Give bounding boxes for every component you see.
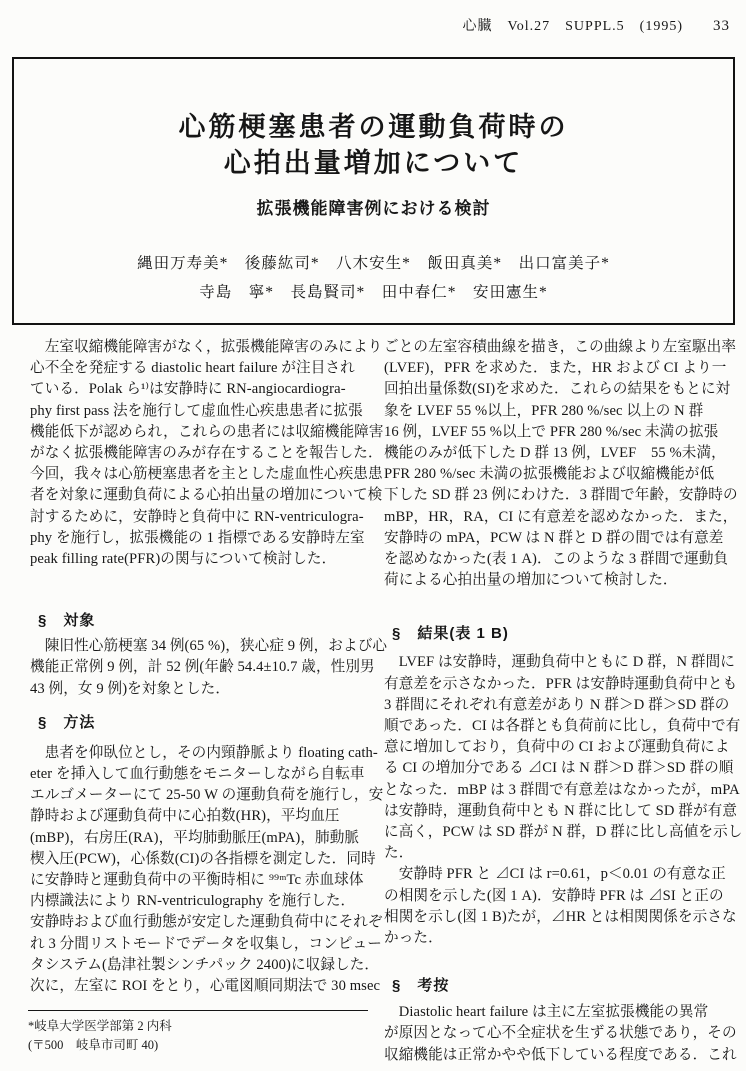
text-line: 討するために，安静時と負荷中に RN-ventriculogra- <box>30 508 364 525</box>
paper-title <box>14 109 733 181</box>
text-line: 意に増加しており，負荷中の CI および運動負荷によ <box>384 739 730 756</box>
left-column <box>30 337 388 997</box>
text-line: 楔入圧(PCW)，心係数(CI)の各指標を測定した．同時 <box>30 850 376 867</box>
text-line: エルゴメーターにて 25-50 W の運動負荷を施行し，安 <box>30 787 384 804</box>
text-line: ている．Polak ら¹⁾は安静時に RN-angiocardiogra- <box>30 381 346 398</box>
text-line: に安静時と運動負荷中の平衡時相に ⁹⁹ᵐTc 赤血球体 <box>30 872 364 889</box>
text-line: を認めなかった(表 1 A)．このような 3 群間で運動負 <box>384 551 729 568</box>
title-box <box>12 57 735 325</box>
text-line: ごとの左室容積曲線を描き，この曲線より左室駆出率 <box>384 339 737 355</box>
text-line: 安静時の mPA，PCW は N 群と D 群の間では有意差 <box>384 529 724 546</box>
text-line: 象を LVEF 55 %以上，PFR 280 %/sec 以上の N 群 <box>384 402 704 419</box>
text-line: 陳旧性心筋梗塞 34 例(65 %)，狭心症 9 例，および心 <box>30 638 388 655</box>
right-column <box>384 337 743 1066</box>
text-line: 機能低下が認められ，これらの患者には収縮機能障害 <box>30 423 384 440</box>
text-line: 機能のみが低下した D 群 13 例，LVEF 55 %未満， <box>384 445 726 462</box>
section-heading-results: § 結果(表 1 B) <box>392 625 509 643</box>
intro-paragraph <box>30 337 384 570</box>
methods-paragraph <box>30 743 384 997</box>
text-line: 下した SD 群 23 例にわけた．3 群間で年齢，安静時の <box>384 487 738 504</box>
text-line: 静時および運動負荷中に心拍数(HR)，平均血圧 <box>30 808 340 825</box>
text-line: れ 3 分間リストモードでデータを収集し，コンピュー <box>30 935 382 952</box>
text-line: 内標識法により RN-ventriculography を施行した． <box>30 893 356 910</box>
discussion-paragraph <box>384 1002 737 1066</box>
text-line: 順であった．CI は各群とも負荷前に比し，負荷中で有 <box>384 718 741 735</box>
footnote-address: (〒500 岐阜市司町 40) <box>28 1038 159 1052</box>
page-number: 33 <box>713 18 730 34</box>
text-line: 安静時 PFR と ⊿CI は r=0.61，p＜0.01 の有意な正 <box>384 866 726 883</box>
text-line: eter を挿入して血行動態をモニターしながら自転車 <box>30 766 365 783</box>
paper-subtitle: 拡張機能障害例における検討 <box>256 199 491 218</box>
methods-continuation-paragraph <box>384 337 738 591</box>
author-line-1: 縄田万寿美* 後藤紘司* 八木安生* 飯田真美* 出口富美子* <box>137 255 610 272</box>
text-line: 43 例，女 9 例)を対象とした． <box>30 680 231 697</box>
text-line: 回拍出量係数(SI)を求めた．これらの結果をもとに対 <box>384 381 731 398</box>
text-line: となった．mBP は 3 群間で有意差はなかったが，mPA <box>384 781 740 798</box>
paper-title-line-2: 心拍出量増加について <box>223 148 524 178</box>
text-line: 左室収縮機能障害がなく，拡張機能障害のみにより <box>30 339 383 355</box>
section-heading-subjects: § 対象 <box>38 612 96 630</box>
text-line: た． <box>384 845 414 862</box>
text-line: 患者を仰臥位とし，その内頸静脈より floating cath- <box>30 744 378 761</box>
text-line: 荷による心拍出量の増加について検討した． <box>384 572 678 589</box>
text-line: mBP，HR，RA，CI に有意差を認めなかった．また， <box>384 508 738 525</box>
running-head <box>462 15 730 35</box>
text-line: 有意差を示さなかった．PFR は安静時運動負荷中とも <box>384 675 738 692</box>
results-paragraph <box>384 652 743 949</box>
journal-title: 心臓 Vol.27 SUPPL.5 (1995) <box>462 19 683 34</box>
text-line: 今回，我々は心筋梗塞患者を主とした虚血性心疾患患 <box>30 466 383 483</box>
text-line: は安静時，運動負荷中とも N 群に比して SD 群が有意 <box>384 802 738 819</box>
text-line: 収縮機能は正常かやや低下している程度である．これ <box>384 1046 737 1063</box>
text-line: る CI の増加分である ⊿CI は N 群＞D 群＞SD 群の順 <box>384 760 734 777</box>
text-line: phy を施行し，拡張機能の 1 指標である安静時左室 <box>30 529 365 546</box>
subjects-paragraph <box>30 636 388 700</box>
text-line: 者を対象に運動負荷による心拍出量の増加について検 <box>30 487 383 504</box>
text-line: 安静時および血行動態が安定した運動負荷中にそれぞ <box>30 914 383 931</box>
text-line: かった． <box>384 930 443 947</box>
text-line: (mBP)，右房圧(RA)，平均肺動脈圧(mPA)，肺動脈 <box>30 829 360 846</box>
text-line: 16 例，LVEF 55 %以上で PFR 280 %/sec 未満の拡張 <box>384 423 719 440</box>
text-line: (LVEF)，PFR を求めた．また，HR および CI より一 <box>384 360 727 377</box>
text-line: がなく拡張機能障害のみが存在することを報告した． <box>30 445 383 462</box>
paper-title-line-1: 心筋梗塞患者の運動負荷時の <box>178 112 569 142</box>
text-line: 相関を示し(図 1 B)たが，⊿HR とは相関関係を示さな <box>384 908 737 925</box>
text-line: 次に，左室に ROI をとり，心電図順同期法で 30 msec <box>30 978 381 995</box>
text-line: 3 群間にそれぞれ有意差があり N 群＞D 群＞SD 群の <box>384 696 730 713</box>
text-line: 機能正常例 9 例，計 52 例(年齢 54.4±10.7 歳，性別男 <box>30 659 375 676</box>
author-line-2: 寺島 寧* 長島賢司* 田中春仁* 安田憲生* <box>199 284 548 301</box>
footnote <box>28 1010 368 1055</box>
section-heading-methods: § 方法 <box>38 713 96 731</box>
text-line: Diastolic heart failure は主に左室拡張機能の異常 <box>384 1004 709 1021</box>
text-line: に高く，PCW は SD 群が N 群，D 群に比し高値を示し <box>384 824 743 841</box>
text-line: タシステム(島津社製シンチパック 2400)に収録した． <box>30 956 380 973</box>
footnote-affiliation: *岐阜大学医学部第 2 内科 <box>28 1019 172 1033</box>
section-heading-discussion: § 考按 <box>392 977 450 995</box>
text-line: peak filling rate(PFR)の関与について検討した． <box>30 551 337 568</box>
text-line: PFR 280 %/sec 未満の拡張機能および収縮機能が低 <box>384 466 715 483</box>
text-line: LVEF は安静時，運動負荷中ともに D 群，N 群間に <box>384 654 735 671</box>
text-line: phy first pass 法を施行して虚血性心疾患患者に拡張 <box>30 402 363 419</box>
text-line: が原因となって心不全症状を生ずる状態であり，その <box>384 1025 737 1042</box>
text-line: の相関を示した(図 1 A)．安静時 PFR は ⊿SI と正の <box>384 887 724 904</box>
text-line: 心不全を発症する diastolic heart failure が注目され <box>30 360 355 377</box>
author-list <box>14 249 733 307</box>
